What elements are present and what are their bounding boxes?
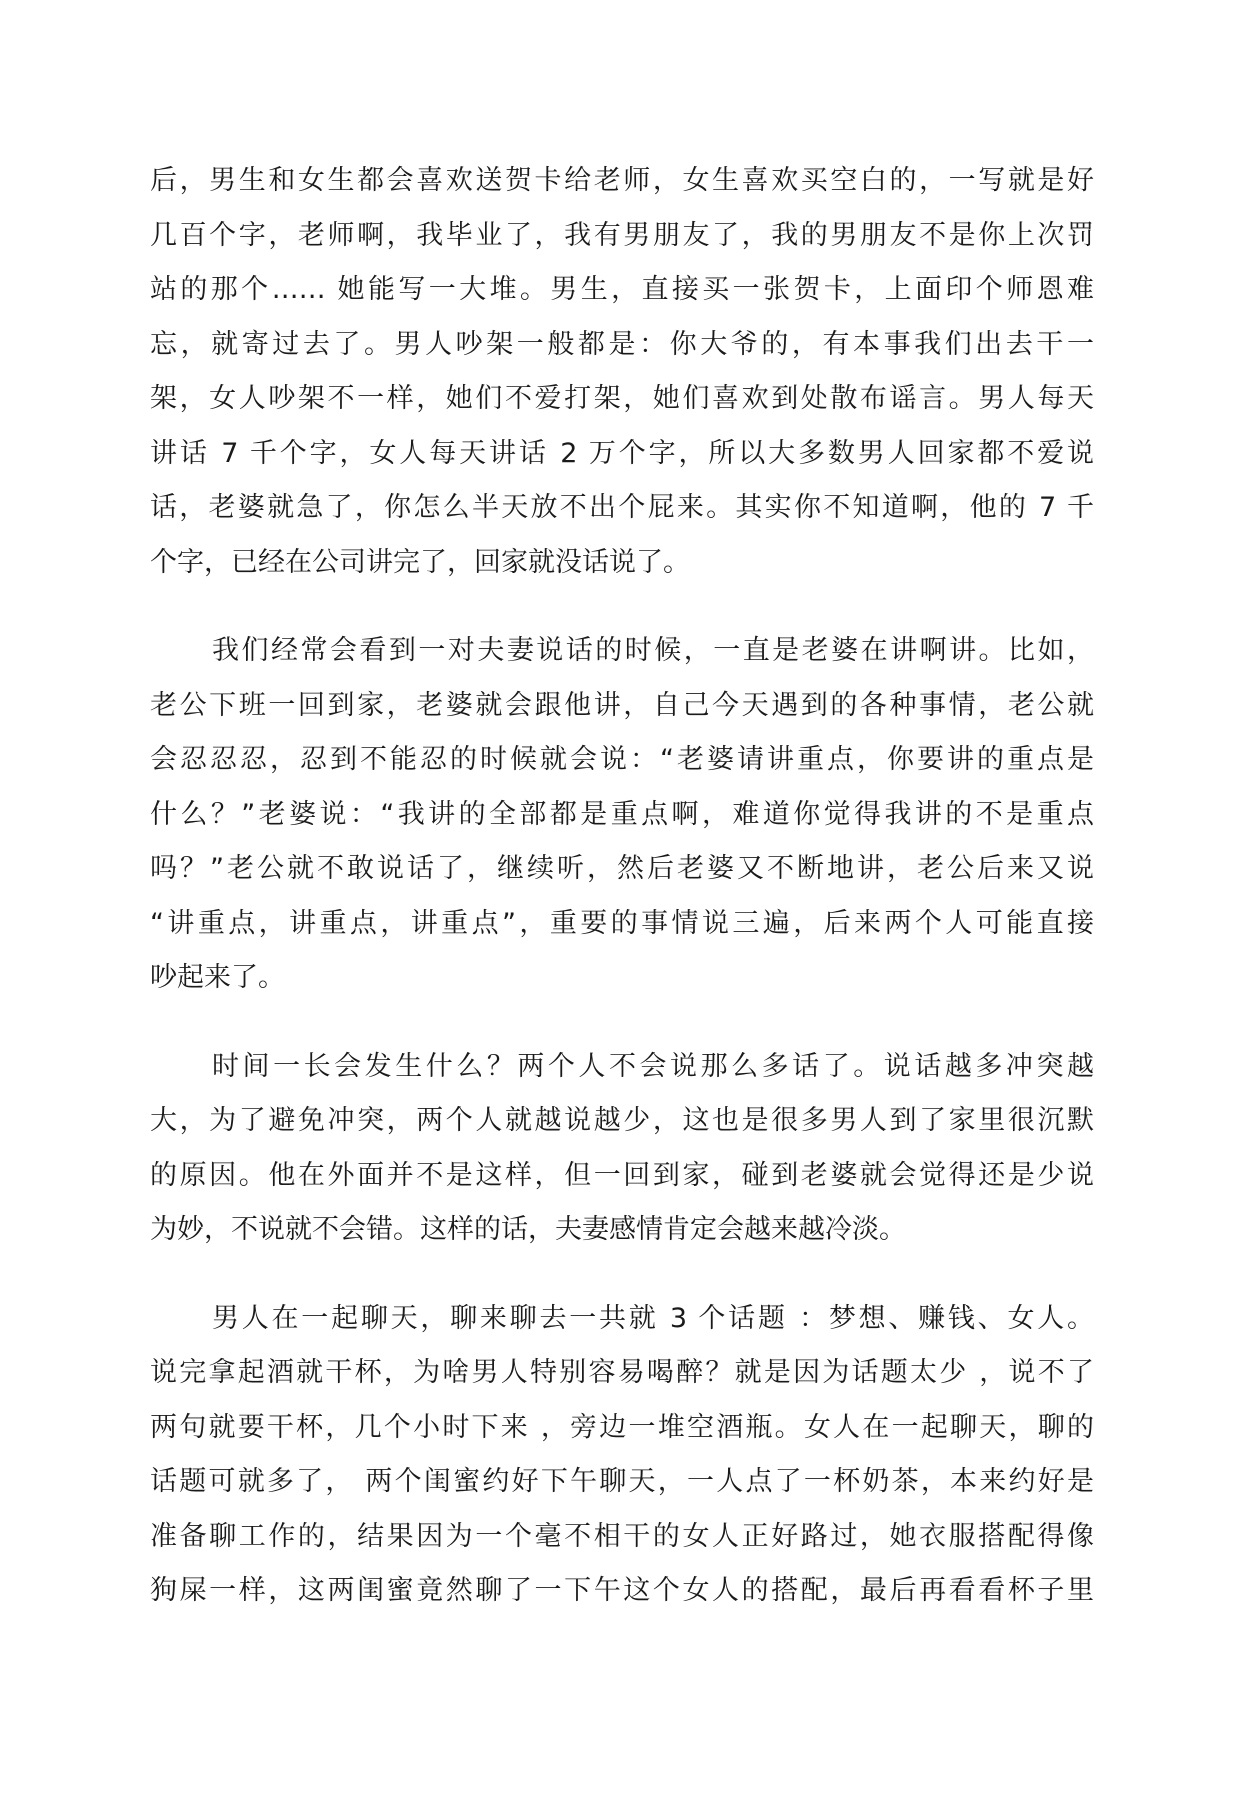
paragraph-4-line-6: 狗屎一样，这两闺蜜竟然聊了一下午这个女人的搭配，最后再看看杯子里 [150, 1575, 1094, 1606]
paragraph-3-line-2: 大，为了避免冲突，两个人就越说越少，这也是很多男人到了家里很沉默 [150, 1105, 1094, 1136]
paragraph-2-line-7: 吵起来了。 [150, 962, 285, 993]
paragraph-1-line-4: 忘，就寄过去了。男人吵架一般都是：你大爷的，有本事我们出去干一 [150, 328, 1094, 360]
paragraph-2-line-6: “讲重点，讲重点，讲重点”，重要的事情说三遍，后来两个人可能直接 [150, 907, 1094, 939]
paragraph-1-line-5: 架，女人吵架不一样，她们不爱打架，她们喜欢到处散布谣言。男人每天 [150, 383, 1094, 414]
paragraph-2-line-3: 会忍忍忍，忍到不能忍的时候就会说：“老婆请讲重点，你要讲的重点是 [150, 744, 1094, 775]
paragraph-1-line-1: 后，男生和女生都会喜欢送贺卡给老师，女生喜欢买空白的，一写就是好 [150, 165, 1094, 196]
paragraph-gap [150, 590, 1094, 624]
paragraph-1-line-8: 个字，已经在公司讲完了，回家就没话说了。 [150, 546, 690, 578]
paragraph-1-line-6: 讲话 7 千个字，女人每天讲话 2 万个字，所以大多数男人回家都不爱说 [150, 437, 1094, 469]
paragraph-3-line-1: 时间一长会发生什么？两个人不会说那么多话了。说话越多冲突越 [212, 1050, 1094, 1082]
paragraph-4-line-4: 话题可就多了， 两个闺蜜约好下午聊天，一人点了一杯奶茶，本来约好是 [150, 1466, 1094, 1497]
paragraph-2-line-2: 老公下班一回到家，老婆就会跟他讲，自己今天遇到的各种事情，老公就 [150, 689, 1094, 721]
paragraph-4-line-3: 两句就要干杯，几个小时下来 ，旁边一堆空酒瓶。女人在一起聊天，聊的 [150, 1411, 1094, 1443]
body-text [150, 154, 1094, 1619]
paragraph-4-line-1: 男人在一起聊天，聊来聊去一共就 3 个话题 ：梦想、赚钱、女人。 [212, 1302, 1094, 1334]
paragraph-3-line-3: 的原因。他在外面并不是这样，但一回到家，碰到老婆就会觉得还是少说 [150, 1159, 1094, 1191]
paragraph-1-line-2: 几百个字，老师啊，我毕业了，我有男朋友了，我的男朋友不是你上次罚 [150, 219, 1094, 251]
paragraph-2-line-4: 什么？”老婆说：“我讲的全部都是重点啊，难道你觉得我讲的不是重点 [150, 798, 1094, 830]
paragraph-gap [150, 1258, 1094, 1292]
paragraph-2-line-5: 吗？”老公就不敢说话了，继续听，然后老婆又不断地讲，老公后来又说 [150, 853, 1094, 884]
paragraph-1-line-3: 站的那个…… 她能写一大堆。男生，直接买一张贺卡，上面印个师恩难 [150, 274, 1094, 305]
paragraph-4-line-5: 准备聊工作的，结果因为一个毫不相干的女人正好路过，她衣服搭配得像 [150, 1520, 1094, 1552]
paragraph-gap [150, 1006, 1094, 1040]
paragraph-4-line-2: 说完拿起酒就干杯，为啥男人特别容易喝醉？就是因为话题太少 ，说不了 [150, 1357, 1094, 1388]
paragraph-2-line-1: 我们经常会看到一对夫妻说话的时候，一直是老婆在讲啊讲。比如， [212, 635, 1094, 666]
paragraph-1-line-7: 话，老婆就急了，你怎么半天放不出个屁来。其实你不知道啊，他的 7 千 [150, 492, 1094, 523]
paragraph-3-line-4: 为妙，不说就不会错。这样的话，夫妻感情肯定会越来越冷淡。 [150, 1214, 906, 1245]
